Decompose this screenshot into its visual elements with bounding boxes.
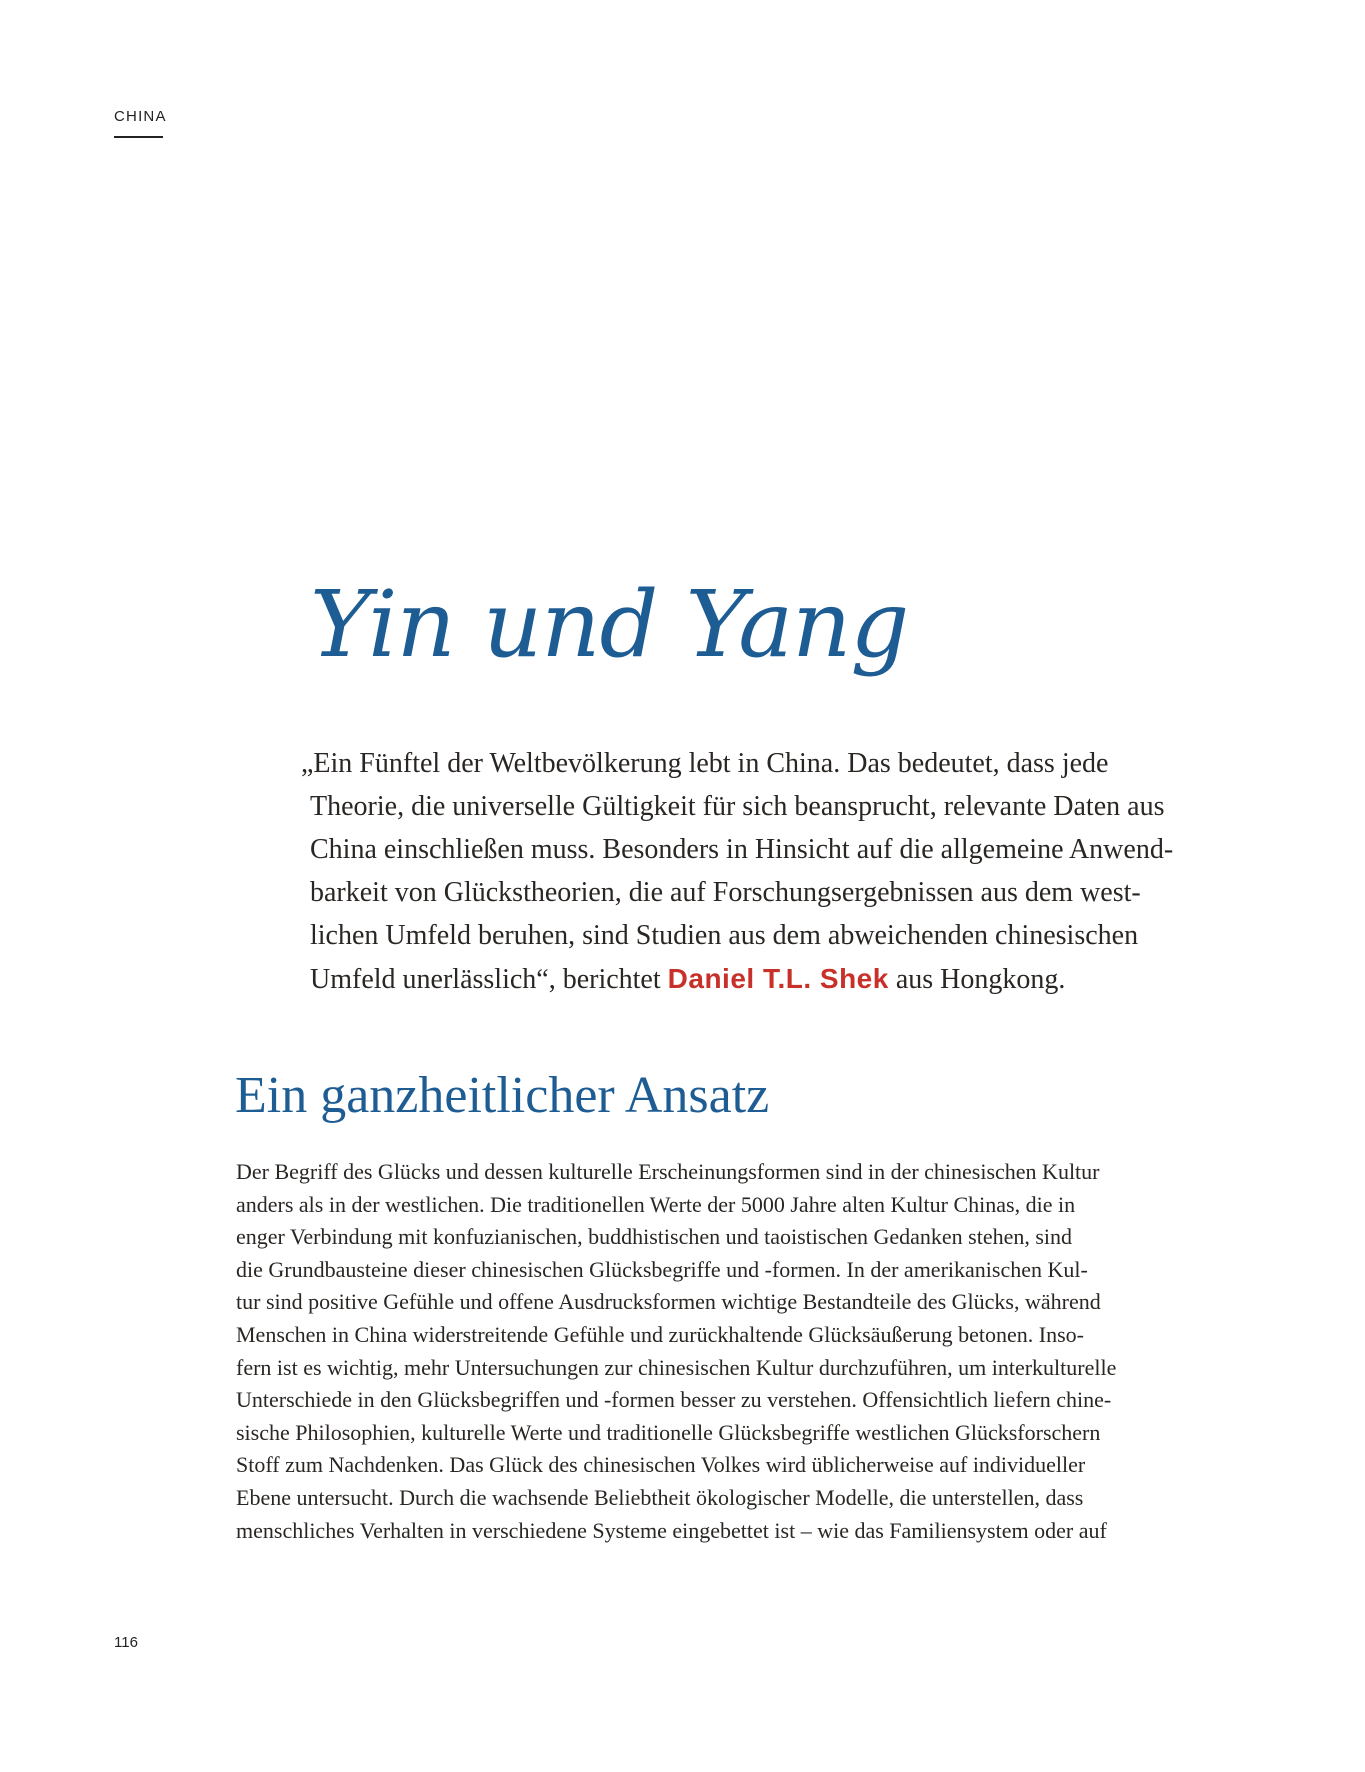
intro-text: aus Hongkong. <box>888 964 1066 995</box>
body-line: fern ist es wichtig, mehr Untersuchungen zur chinesischen Kultur durchzuführen, um interkulturelle <box>236 1354 1117 1380</box>
intro-line: barkeit von Glückstheorien, die auf Forschungsergebnissen aus dem west- <box>310 877 1141 908</box>
page-number: 116 <box>114 1634 138 1651</box>
intro-text: Umfeld unerlässlich“, berichtet <box>310 964 668 995</box>
running-head: CHINA <box>114 108 167 125</box>
article-title: Yin und Yang <box>310 571 909 678</box>
body-line: Unterschiede in den Glücksbegriffen und -formen besser zu verstehen. Offensichtlich liefern chine- <box>236 1387 1112 1413</box>
body-line: Ebene untersucht. Durch die wachsende Beliebtheit ökologischer Modelle, die unterstellen, dass <box>236 1484 1084 1510</box>
body-line: anders als in der westlichen. Die traditionellen Werte der 5000 Jahre alten Kultur Chinas, die in <box>236 1191 1076 1217</box>
intro-line: China einschließen muss. Besonders in Hinsicht auf die allgemeine Anwend- <box>310 834 1174 865</box>
body-line: Menschen in China widerstreitende Gefühle und zurückhaltende Glücksäußerung betonen. Inso- <box>236 1321 1084 1347</box>
intro-line: „Ein Fünftel der Weltbevölkerung lebt in China. Das bedeutet, dass jede <box>301 748 1109 779</box>
intro-last-line <box>310 957 1210 1001</box>
body-paragraph <box>236 1156 1196 1547</box>
body-line: Der Begriff des Glücks und dessen kulturelle Erscheinungsformen sind in der chinesischen Kultur <box>236 1159 1100 1184</box>
intro-quote <box>301 742 1210 1001</box>
running-head-underline <box>114 136 163 138</box>
body-line: tur sind positive Gefühle und offene Ausdrucksformen wichtige Bestandteile des Glücks, während <box>236 1289 1101 1315</box>
body-line: die Grundbausteine dieser chinesischen Glücksbegriffe und -formen. In der amerikanischen Kul- <box>236 1256 1088 1282</box>
section-heading: Ein ganzheitlicher Ansatz <box>235 1067 770 1124</box>
body-line: sische Philosophien, kulturelle Werte und traditionelle Glücksbegriffe westlichen Glücksforschern <box>236 1419 1101 1445</box>
author-name: Daniel T.L. Shek <box>667 963 889 994</box>
body-line: Stoff zum Nachdenken. Das Glück des chinesischen Volkes wird üblicherweise auf individueller <box>236 1452 1086 1478</box>
intro-line: lichen Umfeld beruhen, sind Studien aus dem abweichenden chinesischen <box>310 920 1139 951</box>
body-line: menschliches Verhalten in verschiedene Systeme eingebettet ist – wie das Familiensystem oder auf <box>236 1517 1107 1543</box>
body-line: enger Verbindung mit konfuzianischen, buddhistischen und taoistischen Gedanken stehen, sind <box>236 1224 1073 1250</box>
intro-line: Theorie, die universelle Gültigkeit für sich beansprucht, relevante Daten aus <box>310 791 1165 822</box>
